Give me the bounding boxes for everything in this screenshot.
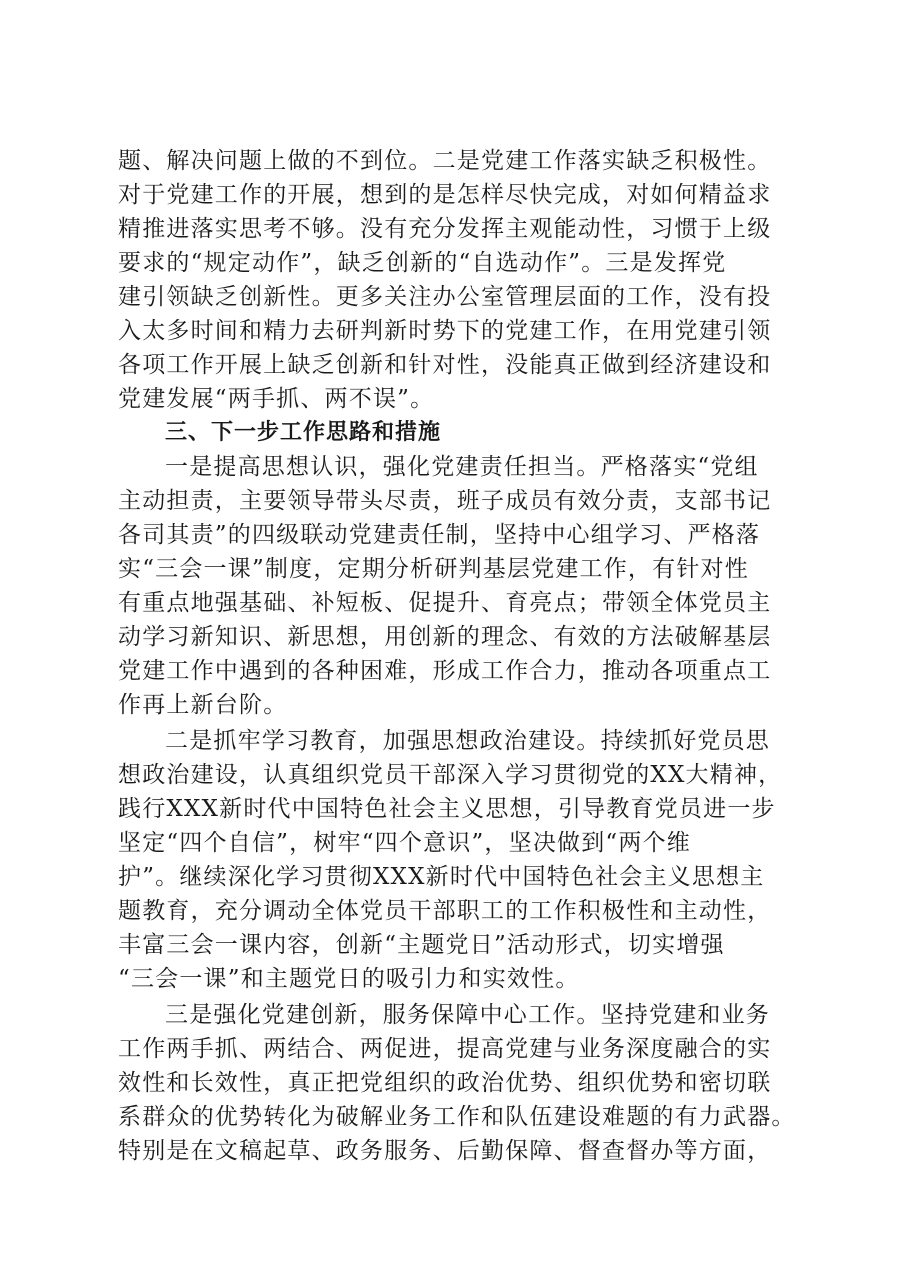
text-line: 入太多时间和精力去研判新时势下的党建工作，在用党建引领 bbox=[118, 318, 772, 344]
text-line: 作再上新台阶。 bbox=[118, 692, 288, 718]
text-line: 效性和长效性，真正把党组织的政治优势、组织优势和密切联 bbox=[118, 1070, 772, 1096]
text-line: 党建发展“两手抓、两不误”。 bbox=[118, 386, 435, 412]
text-line: “三会一课”和主题党日的吸引力和实效性。 bbox=[118, 966, 580, 992]
section-heading: 三、下一步工作思路和措施 bbox=[165, 420, 442, 445]
text-line: 工作两手抓、两结合、两促进，提高党建与业务深度融合的实 bbox=[118, 1036, 772, 1062]
text-line: 建引领缺乏创新性。更多关注办公室管理层面的工作，没有投 bbox=[118, 284, 772, 310]
text-line: 题教育，充分调动全体党员干部职工的工作积极性和主动性， bbox=[118, 898, 772, 924]
text-line: 有重点地强基础、补短板、促提升、育亮点；带领全体党员主 bbox=[118, 590, 772, 616]
text-line: 想政治建设，认真组织党员干部深入学习贯彻党的XX大精神， bbox=[118, 762, 783, 788]
text-line: 系群众的优势转化为破解业务工作和队伍建设难题的有力武器。 bbox=[118, 1104, 796, 1130]
text-line: 各司其责”的四级联动党建责任制，坚持中心组学习、严格落 bbox=[118, 522, 761, 548]
paragraph-start: 二是抓牢学习教育，加强思想政治建设。持续抓好党员思 bbox=[165, 728, 770, 754]
text-line: 坚定“四个自信”，树牢“四个意识”，坚决做到“两个维 bbox=[118, 830, 691, 856]
paragraph-start: 三是强化党建创新，服务保障中心工作。坚持党建和业务 bbox=[165, 1002, 770, 1028]
text-line: 护”。继续深化学习贯彻XXX新时代中国特色社会主义思想主 bbox=[118, 864, 765, 890]
text-line: 各项工作开展上缺乏创新和针对性，没能真正做到经济建设和 bbox=[118, 352, 772, 378]
text-line: 实“三会一课”制度，定期分析研判基层党建工作，有针对性 bbox=[118, 556, 749, 582]
text-line: 对于党建工作的开展，想到的是怎样尽快完成，对如何精益求 bbox=[118, 182, 772, 208]
paragraph-start: 一是提高思想认识，强化党建责任担当。严格落实“党组 bbox=[165, 454, 759, 480]
text-line: 特别是在文稿起草、政务服务、后勤保障、督查督办等方面， bbox=[118, 1138, 772, 1164]
text-line: 要求的“规定动作”，缺乏创新的“自选动作”。三是发挥党 bbox=[118, 250, 727, 276]
text-line: 题、解决问题上做的不到位。二是党建工作落实缺乏积极性。 bbox=[118, 148, 772, 174]
text-line: 党建工作中遇到的各种困难，形成工作合力，推动各项重点工 bbox=[118, 658, 772, 684]
text-line: 主动担责，主要领导带头尽责，班子成员有效分责，支部书记 bbox=[118, 488, 772, 514]
text-line: 践行XXX新时代中国特色社会主义思想，引导教育党员进一步 bbox=[118, 796, 776, 822]
text-line: 精推进落实思考不够。没有充分发挥主观能动性，习惯于上级 bbox=[118, 216, 772, 242]
text-line: 动学习新知识、新思想，用创新的理念、有效的方法破解基层 bbox=[118, 624, 772, 650]
document-body bbox=[118, 144, 798, 1168]
text-line: 丰富三会一课内容，创新“主题党日”活动形式，切实增强 bbox=[118, 932, 725, 958]
